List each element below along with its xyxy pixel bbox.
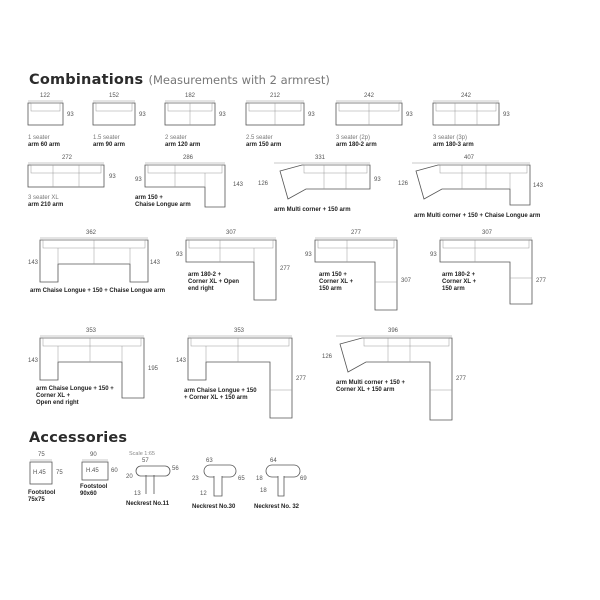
width-dimension: 152 [109,93,120,99]
depth-left-dimension: 126 [322,354,333,360]
depth-left-dimension: 93 [176,252,183,258]
footstool-label: Footstool 90x60 [80,484,108,498]
sofa-label: 2 seater arm 120 arm [165,135,201,149]
depth-right-dimension: 277 [280,266,291,272]
top-dimension: 57 [142,458,149,464]
sofa-label: 1 seater arm 60 arm [28,135,61,149]
width-dimension: 307 [226,230,237,236]
sofa-plan [246,93,316,133]
depth-right-dimension: 195 [148,366,159,372]
scale-note: Scale 1:65 [129,451,155,457]
sofa-plan [28,155,118,195]
sofa-label: arm Multi corner + 150 + Corner XL + 150 arm [336,380,406,394]
right-dimension: 65 [238,476,245,482]
depth-left-dimension: 143 [176,358,187,364]
sofa-plan [433,93,513,133]
depth-left-dimension: 126 [398,181,409,187]
accessories-title: Accessories [29,430,128,446]
sofa-label: arm 150 + Chaise Longue arm [135,195,191,209]
depth-right-dimension: 277 [456,376,467,382]
sofa-label: 3 seater XL arm 210 arm [28,195,64,209]
sofa-label: 3 seater (2p) arm 180-2 arm [336,135,377,149]
depth-right-dimension: 143 [233,182,244,188]
sofa-label: 1.5 seater arm 90 arm [93,135,126,149]
left-dimension: 20 [126,474,133,480]
sofa-plan [336,93,416,133]
depth-left-dimension: 93 [305,252,312,258]
top-dimension: 64 [270,458,277,464]
depth-right-dimension: 277 [296,376,307,382]
width-dimension: 272 [62,155,73,161]
neckrest-label: Neckrest No.30 [192,504,236,510]
depth-right-dimension: 277 [536,278,547,284]
width-dimension: 182 [185,93,196,99]
width-dimension: 307 [482,230,493,236]
left-dimension: 18 [256,476,263,482]
width-dimension: 331 [315,155,326,161]
width-dimension: 212 [270,93,281,99]
combinations-heading [29,69,330,88]
sofa-plan [410,155,550,215]
width-dimension: 407 [464,155,475,161]
sofa-label: arm Chaise Longue + 150 + Corner XL + Open end right [36,386,114,407]
top-dimension: 63 [206,458,213,464]
combinations-note: (Measurements with 2 armrest) [148,73,330,87]
width-dimension: 396 [388,328,399,334]
sofa-label: arm 150 + Corner XL + 150 arm [319,272,354,293]
width-dimension: 286 [183,155,194,161]
sofa-label: 2.5 seater arm 150 arm [246,135,282,149]
depth-dimension: 93 [406,112,413,118]
width-dimension: 353 [86,328,97,334]
depth-dimension: 93 [109,174,116,180]
sofa-label: arm Multi corner + 150 + Chaise Longue arm [414,213,541,219]
bottom-dimension: 12 [200,491,207,497]
height-tag: H.45 [33,470,46,476]
width-dimension: 362 [86,230,97,236]
sofa-plan [165,93,225,133]
sofa-label: arm Multi corner + 150 arm [274,207,351,213]
sofa-plan [440,230,555,310]
depth-left-dimension: 126 [258,181,269,187]
depth-left-dimension: 143 [28,358,39,364]
bottom-dimension: 13 [134,491,141,497]
combinations-title: Combinations [29,72,144,88]
width-dimension: 242 [461,93,472,99]
neckrest-label: Neckrest No.11 [126,501,170,507]
sofa-plan [28,93,88,133]
depth-right-dimension: 143 [533,183,544,189]
bottom-dimension: 18 [260,488,267,494]
sofa-label: arm 180-2 + Corner XL + 150 arm [442,272,477,293]
right-dimension: 69 [300,476,307,482]
width-dimension: 90 [90,452,97,458]
height-tag: H.45 [86,468,99,474]
depth-dimension: 93 [219,112,226,118]
depth-left-dimension: 93 [135,177,142,183]
depth-dimension: 93 [503,112,510,118]
accessories-heading [29,427,127,446]
neckrest-label: Neckrest No. 32 [254,504,300,510]
width-dimension: 277 [351,230,362,236]
neckrest-drawing [124,458,184,503]
depth-right-dimension: 143 [150,260,161,266]
depth-dimension: 75 [56,470,63,476]
depth-dimension: 93 [139,112,146,118]
width-dimension: 353 [234,328,245,334]
depth-left-dimension: 93 [430,252,437,258]
sofa-label: 3 seater (3p) arm 180-3 arm [433,135,474,149]
width-dimension: 75 [38,452,45,458]
sofa-label: arm Chaise Longue + 150 + Corner XL + 150 arm [184,388,257,402]
depth-dimension: 60 [111,468,118,474]
width-dimension: 122 [40,93,51,99]
depth-dimension: 93 [67,112,74,118]
depth-dimension: 93 [308,112,315,118]
width-dimension: 242 [364,93,375,99]
left-dimension: 23 [192,476,199,482]
sofa-label: arm 180-2 + Corner XL + Open end right [188,272,240,293]
footstool-label: Footstool 75x75 [28,490,56,504]
sofa-plan [334,328,474,423]
depth-right-dimension: 93 [374,177,381,183]
depth-left-dimension: 143 [28,260,39,266]
sofa-label: arm Chaise Longue + 150 + Chaise Longue arm [30,288,166,294]
depth-right-dimension: 307 [401,278,412,284]
right-dimension: 56 [172,466,179,472]
